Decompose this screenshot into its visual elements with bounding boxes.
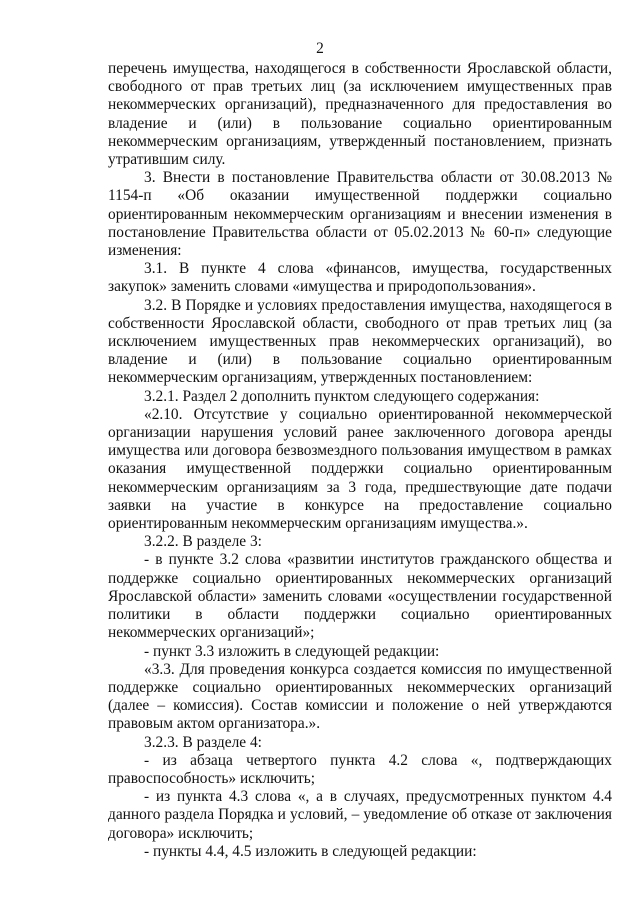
- document-body: [108, 60, 612, 861]
- paragraph-dash-3-2: - в пункте 3.2 слова «развитии институтов гражданского общества и поддержке социально ориентированных некоммерческих организаций Ярославской области» заменить словами «осуществлении государственной политики в области поддержки социально ориентированных некоммерческих организаций»;: [108, 551, 612, 642]
- paragraph-dash-4-4-4-5: - пункты 4.4, 4.5 изложить в следующей редакции:: [144, 842, 477, 860]
- paragraph-dash-4-2: - из абзаца четвертого пункта 4.2 слова «, подтверждающих правоспособность» исключить;: [108, 751, 612, 787]
- paragraph-item-2-10-quote: «2.10. Отсутствие у социально ориентированной некоммерческой организации нарушения условий ранее заключенного договора аренды имущества или договора безвозмездного пользования имуществом в рамках оказания имущественной поддержки социально ориентированным некоммерческим организациям за 3 года, предшествующие дате подачи заявки на участие в конкурсе на предоставление социально ориентированным некоммерческим организациям имущества.».: [108, 405, 612, 533]
- paragraph-dash-4-3: - из пункта 4.3 слова «, а в случаях, предусмотренных пунктом 4.4 данного раздела Порядка и условий, – уведомление об отказе от заключения договора» исключить;: [108, 788, 612, 842]
- paragraph-item-3: 3. Внести в постановление Правительства области от 30.08.2013 № 1154-п «Об оказании имущественной поддержки социально ориентированным некоммерческим организациям и внесении изменения в постановление Правительства области от 05.02.2013 № 60-п» следующие изменения:: [108, 169, 612, 260]
- paragraph-item-3-2: 3.2. В Порядке и условиях предоставления имущества, находящегося в собственности Ярославской области, свободного от прав третьих лиц (за исключением имущественных прав некоммерческих организаций), во владение и (или) в пользование социально ориентированным некоммерческим организациям, утвержденных постановлением:: [108, 296, 612, 387]
- paragraph-item-3-2-3: 3.2.3. В разделе 4:: [144, 733, 262, 751]
- paragraph-item-3-1: 3.1. В пункте 4 слова «финансов, имущества, государственных закупок» заменить словами «имущества и природопользования».: [108, 260, 612, 296]
- paragraph-item-3-2-2: 3.2.2. В разделе 3:: [144, 533, 262, 551]
- paragraph-continuation: перечень имущества, находящегося в собственности Ярославской области, свободного от прав третьих лиц (за исключением имущественных прав некоммерческих организаций), предназначенного для предоставления во владение и (или) в пользование социально ориентированным некоммерческим организациям, утвержденный постановлением, признать утратившим силу.: [108, 60, 612, 169]
- paragraph-item-3-2-1: 3.2.1. Раздел 2 дополнить пунктом следующего содержания:: [144, 387, 540, 405]
- paragraph-item-3-3-quote: «3.3. Для проведения конкурса создается комиссия по имущественной поддержке социально ориентированных некоммерческих организаций (далее – комиссия). Состав комиссии и положение о ней утверждаются правовым актом организатора.».: [108, 660, 612, 733]
- paragraph-dash-3-3: - пункт 3.3 изложить в следующей редакции:: [144, 642, 440, 660]
- page-number: 2: [316, 40, 324, 57]
